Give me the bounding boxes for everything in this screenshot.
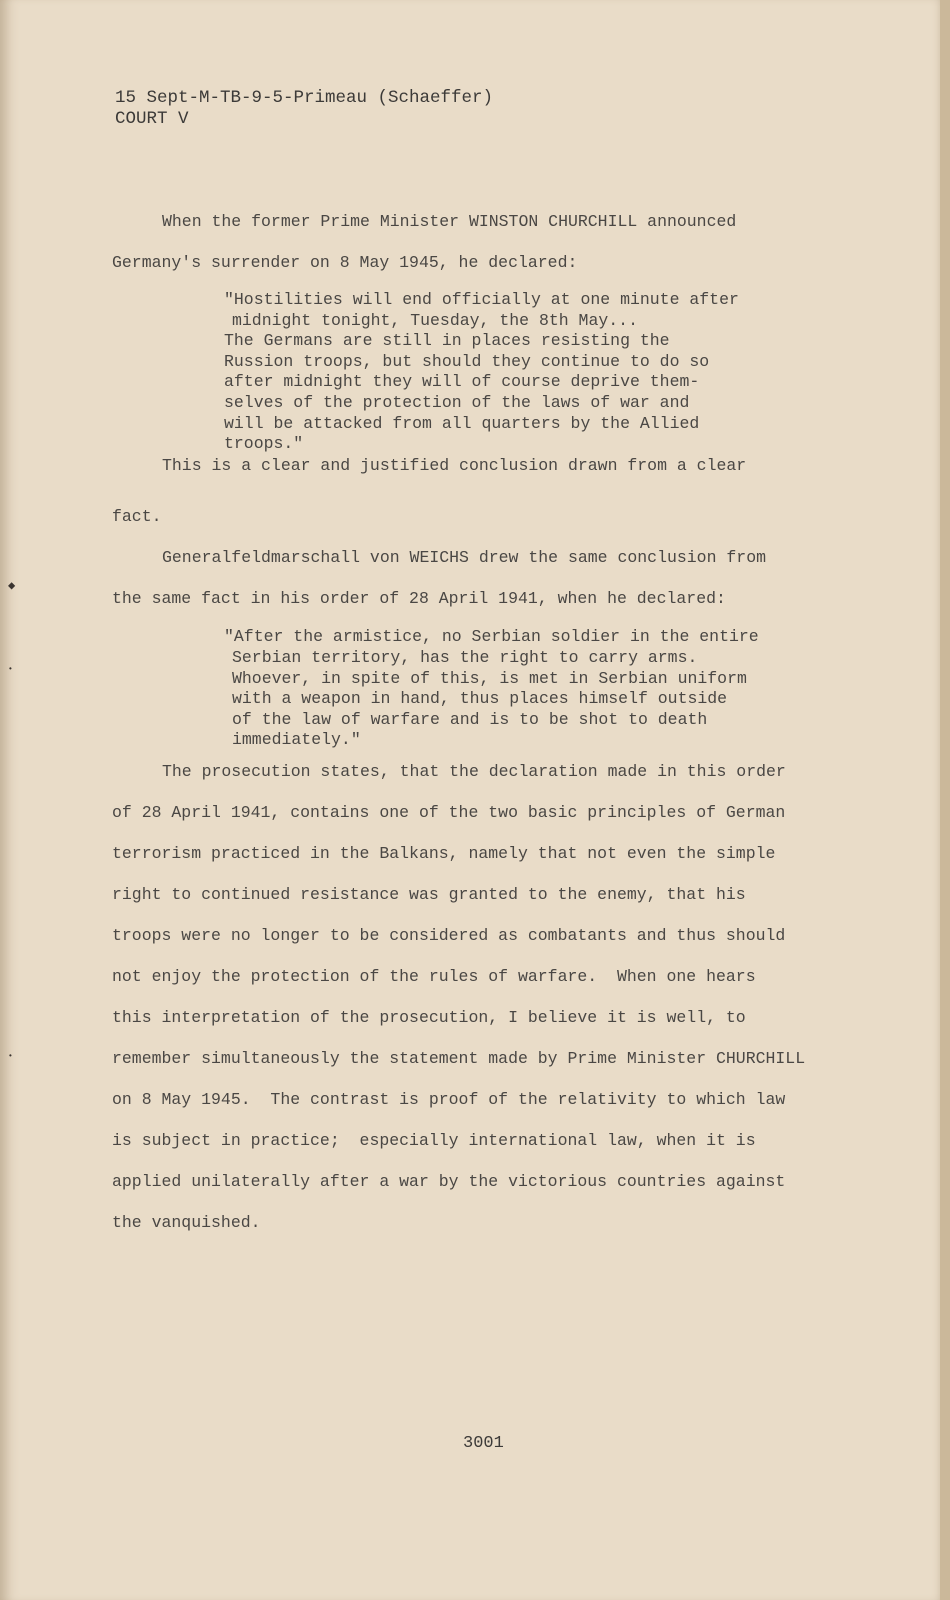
margin-ink-mark: ◆ (8, 579, 16, 593)
quote-line: will be attacked from all quarters by the Allied (224, 413, 700, 433)
paragraph-4-line: troops were no longer to be considered as combatants and thus should (112, 925, 786, 945)
page-edge (940, 0, 950, 1600)
quote-line: of the law of warfare and is to be shot to death (232, 709, 708, 729)
quote-line: selves of the protection of the laws of war and (224, 392, 690, 412)
paragraph-4-line: on 8 May 1945. The contrast is proof of the relativity to which law (112, 1089, 786, 1109)
quote-line: "After the armistice, no Serbian soldier in the entire (224, 627, 759, 647)
paragraph-4-line: remember simultaneously the statement made by Prime Minister CHURCHILL (112, 1048, 806, 1068)
paragraph-4-line: not enjoy the protection of the rules of warfare. When one hears (112, 966, 756, 986)
paragraph-4-line: is subject in practice; especially international law, when it is (112, 1130, 756, 1150)
header-court: COURT V (115, 109, 189, 129)
paragraph-4-line: the vanquished. (112, 1212, 261, 1232)
paragraph-3-line-2: the same fact in his order of 28 April 1941, when he declared: (112, 589, 726, 609)
paragraph-4-line: terrorism practiced in the Balkans, namely that not even the simple (112, 843, 776, 863)
weichs-quote (112, 627, 832, 751)
paragraph-1-line-1: When the former Prime Minister WINSTON CHURCHILL announced (162, 212, 737, 231)
page-number: 3001 (463, 1434, 504, 1453)
header-reference: 15 Sept-M-TB-9-5-Primeau (Schaeffer) (115, 88, 494, 108)
quote-line: after midnight they will of course deprive them- (224, 372, 700, 392)
quote-line: "Hostilities will end officially at one minute after (224, 290, 739, 309)
quote-line: Whoever, in spite of this, is met in Serbian uniform (232, 668, 747, 688)
margin-ink-mark: • (8, 665, 13, 674)
paragraph-4-line: this interpretation of the prosecution, I believe it is well, to (112, 1007, 746, 1027)
paragraph-4-line: right to continued resistance was granted to the enemy, that his (112, 884, 746, 904)
quote-line: with a weapon in hand, thus places himself outside (232, 689, 728, 709)
quote-line: Russion troops, but should they continue to do so (224, 351, 710, 371)
margin-ink-mark: • (8, 1052, 13, 1061)
paragraph-4 (112, 751, 832, 1243)
paragraph-2-line-1: This is a clear and justified conclusion drawn from a clear (162, 455, 747, 475)
quote-line: midnight tonight, Tuesday, the 8th May... (232, 310, 638, 330)
quote-line: Serbian territory, has the right to carry arms. (232, 647, 698, 667)
paragraph-3-line-1: Generalfeldmarschall von WEICHS drew the same conclusion from (162, 548, 766, 568)
quote-line: troops." (224, 434, 304, 454)
paragraph-4-line: of 28 April 1941, contains one of the two basic principles of German (112, 802, 786, 822)
paragraph-4-line: applied unilaterally after a war by the victorious countries against (112, 1171, 786, 1191)
quote-line: The Germans are still in places resisting the (224, 331, 670, 351)
quote-line: immediately." (232, 730, 361, 750)
paragraph-4-line: The prosecution states, that the declaration made in this order (162, 761, 786, 781)
document-body (112, 201, 832, 1243)
paragraph-2-line-2: fact. (112, 507, 162, 527)
paragraph-1-line-2: Germany's surrender on 8 May 1945, he declared: (112, 253, 578, 272)
document-header (115, 88, 493, 130)
churchill-quote (112, 290, 832, 455)
